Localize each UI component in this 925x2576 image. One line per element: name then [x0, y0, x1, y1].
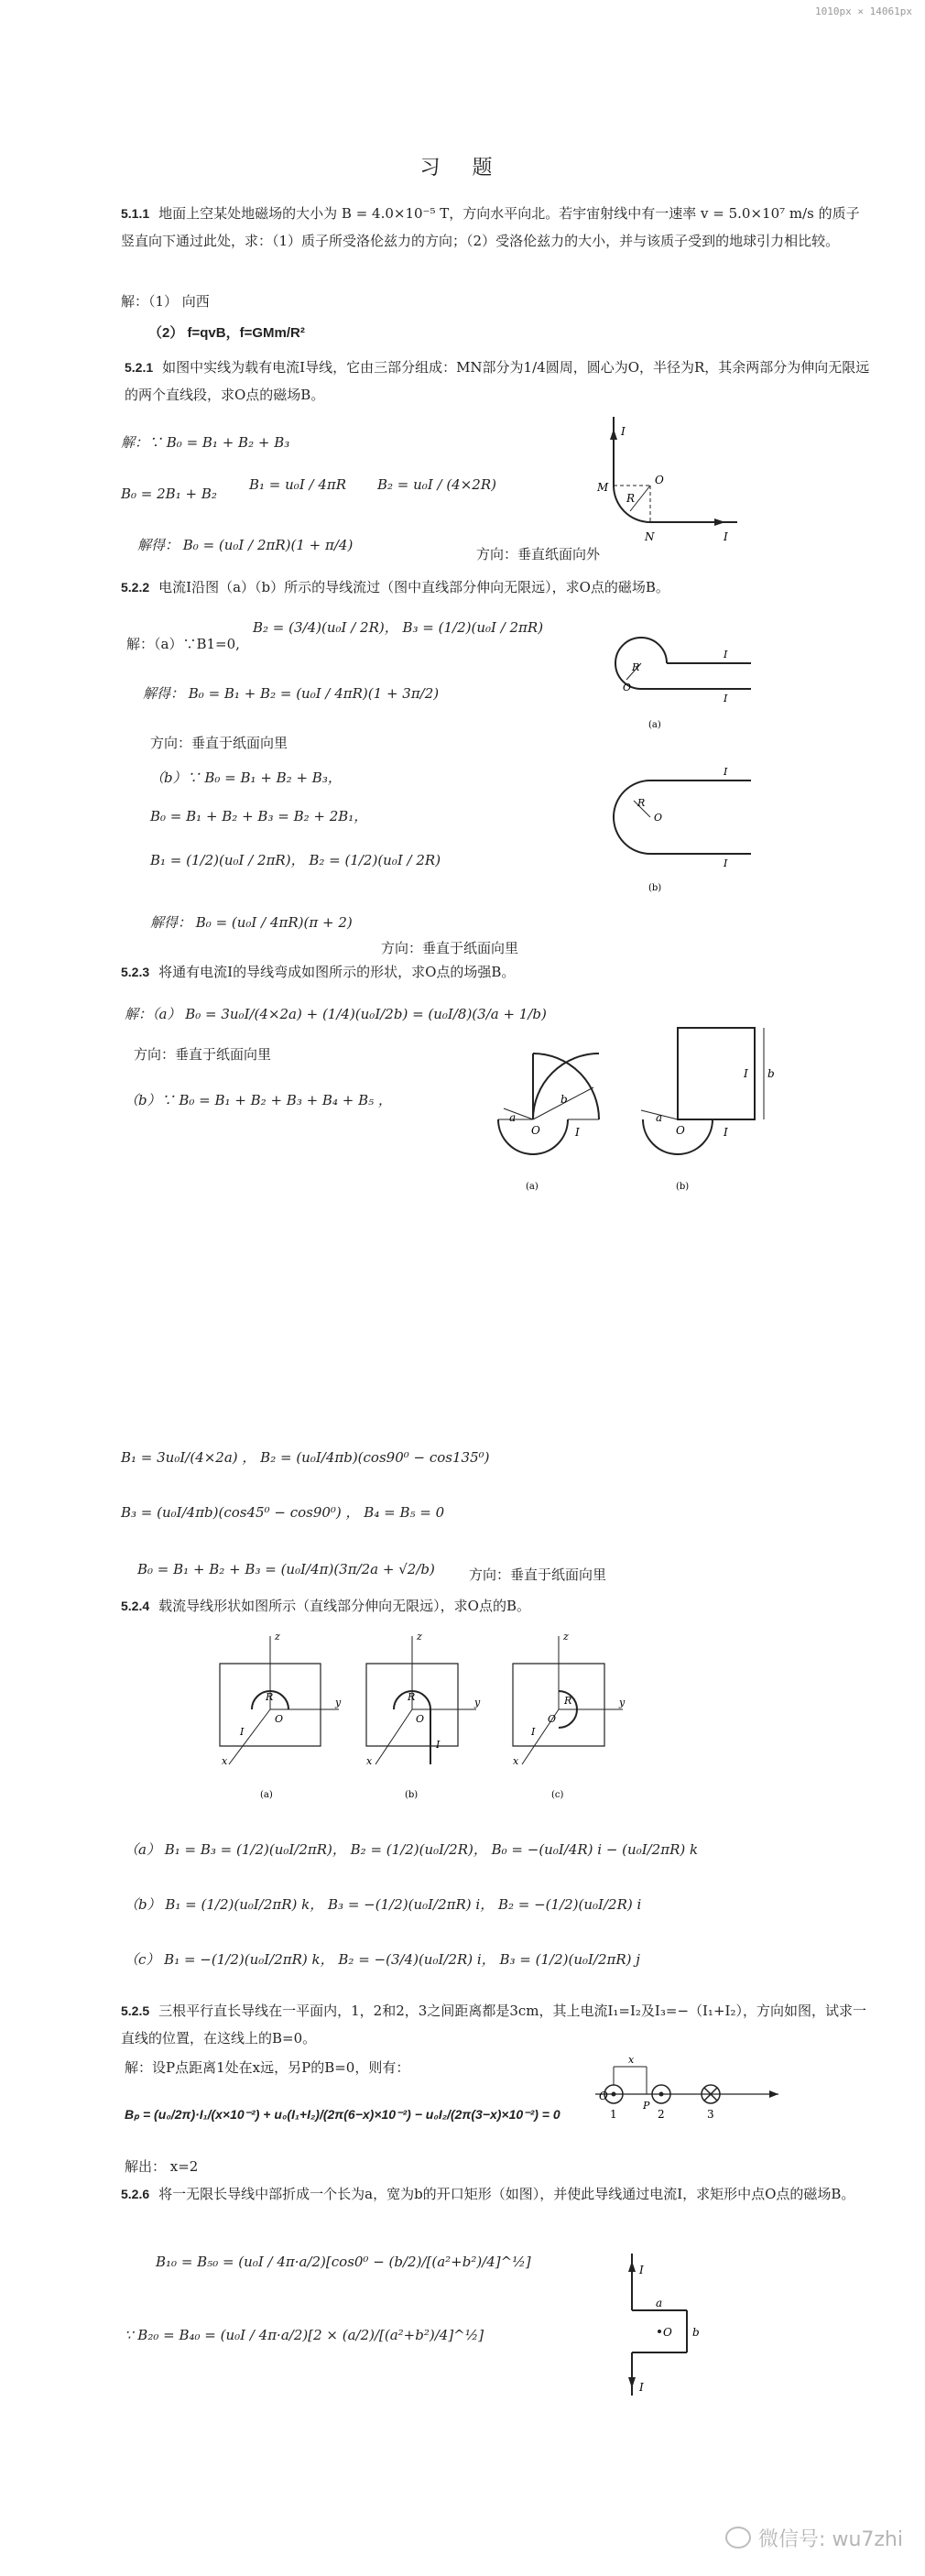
figure-label: I — [724, 693, 728, 704]
figure-5-2-4-c — [513, 1631, 626, 1800]
equation: B₁₀ = B₅₀ = (u₀I / 4π·a/2)[cos0⁰ − (b/2)/[(a²+b²)/4]^½] — [156, 2254, 531, 2270]
solution-line: 解：（a）∵B1=0, — [126, 636, 240, 652]
figure-label: x — [628, 2054, 635, 2066]
problem-text: 地面上空某处地磁场的大小为 B = 4.0×10⁻⁵ T，方向水平向北。若宇宙射线中有一速率 v = 5.0×10⁷ m/s 的质子竖直向下通过此处，求：（1）质子所受洛伦兹力的方向；（2）受洛伦兹力的大小，并与该质子受到的地球引力相比较。 — [121, 205, 860, 249]
figure-label: O — [655, 474, 664, 486]
figure-5-2-1 — [586, 403, 751, 550]
wechat-icon — [725, 2527, 751, 2549]
figure-label: O — [623, 682, 632, 693]
figure-5-2-6 — [604, 2244, 733, 2400]
direction-note: 方向：垂直于纸面向里 — [381, 940, 519, 956]
axis-label: z — [417, 1631, 422, 1643]
problem-number: 5.2.5 — [121, 2003, 150, 2018]
figure-label: 1 — [610, 2108, 617, 2121]
problem-5-2-2 — [121, 573, 872, 601]
figure-label: I — [621, 425, 626, 438]
figure-label: I — [436, 1739, 441, 1751]
problem-5-2-4 — [121, 1592, 872, 1620]
problem-5-2-1 — [125, 354, 876, 409]
figure-caption: (b) — [648, 883, 662, 893]
watermark-text: 微信号: wu7zhi — [758, 2528, 903, 2551]
problem-text: 将一无限长导线中部折成一个长为a，宽为b的开口矩形（如图），并使此导线通过电流I，求矩形中点O点的磁场B。 — [158, 2186, 855, 2202]
problem-text: 电流I沿图（a）（b）所示的导线流过（图中直线部分伸向无限远），求O点的磁场B。 — [158, 579, 669, 595]
direction-note: 方向：垂直于纸面向里 — [134, 1046, 272, 1063]
figure-label: I — [744, 1067, 748, 1080]
equation: B₂ = (3/4)(u₀I / 2R)， B₃ = (1/2)(u₀I / 2πR) — [253, 619, 544, 636]
figure-caption: (a) — [648, 720, 661, 730]
problem-text: 三根平行直长导线在一平面内，1，2和2，3之间距离都是3cm，其上电流I₁=I₂及I₃=−（I₁+I₂），方向如图，试求一直线的位置，在这线上的B=0。 — [121, 2003, 866, 2047]
problem-number: 5.2.6 — [121, 2187, 150, 2201]
figure-label: 2 — [658, 2108, 665, 2121]
figure-caption: (a) — [526, 1182, 539, 1192]
equation: B₀ = 2B₁ + B₂ — [121, 486, 217, 502]
figure-label: O — [654, 812, 663, 824]
figure-label: I — [240, 1726, 245, 1738]
equation: （b）∵ B₀ = B₁ + B₂ + B₃， — [150, 770, 342, 786]
figure-label: N — [645, 530, 655, 543]
equation: B₂ = u₀I / (4×2R) — [377, 476, 496, 493]
figure-label: O — [548, 1713, 557, 1725]
figure-label: b — [767, 1067, 775, 1080]
direction-note: 方向：垂直纸面向外 — [476, 546, 601, 562]
axis-label: y — [335, 1697, 342, 1708]
figure-label: O — [676, 1124, 685, 1137]
problem-number: 5.2.3 — [121, 965, 150, 979]
figure-caption: (a) — [260, 1790, 273, 1800]
problem-number: 5.2.4 — [121, 1599, 150, 1613]
figure-caption: (b) — [676, 1182, 690, 1192]
figure-caption: (c) — [551, 1790, 564, 1800]
figure-label: R — [408, 1691, 416, 1703]
watermark — [725, 2524, 903, 2552]
problem-text: 将通有电流I的导线弯成如图所示的形状，求O点的场强B。 — [158, 964, 516, 980]
figure-label: I — [724, 857, 728, 869]
axis-label: y — [474, 1697, 481, 1708]
figure-label: O — [663, 2326, 672, 2339]
equation: 解得： B₀ = (u₀I / 2πR)(1 + π/4) — [137, 537, 354, 553]
equation: B₀ = B₁ + B₂ + B₃ = B₂ + 2B₁， — [150, 808, 368, 824]
figure-5-2-4-a — [220, 1631, 342, 1800]
figure-label: I — [531, 1726, 536, 1738]
dimension-label: 1010px × 14061px — [815, 5, 912, 17]
figure-label: R — [626, 492, 636, 505]
axis-label: x — [366, 1755, 373, 1767]
figure-label: 3 — [707, 2108, 714, 2121]
figure-label: I — [724, 766, 728, 778]
figure-label: R — [637, 797, 646, 809]
equation: B₁ = u₀I / 4πR — [249, 476, 347, 493]
figure-label: O — [531, 1124, 540, 1137]
problem-number: 5.2.1 — [125, 360, 154, 375]
problem-5-2-5 — [121, 1997, 872, 2052]
solution-line: （2） f=qvB，f=GMm/R² — [148, 325, 305, 341]
equation: B₁ = 3u₀I/(4×2a) ， B₂ = (u₀I/4πb)(cos90⁰ − cos135⁰) — [121, 1449, 490, 1466]
equation: （b）∵ B₀ = B₁ + B₂ + B₃ + B₄ + B₅ ， — [125, 1092, 392, 1108]
equation: （b） B₁ = (1/2)(u₀I/2πR) k， B₃ = −(1/2)(u₀I/2πR) i， B₂ = −(1/2)(u₀I/2R) i — [125, 1896, 642, 1913]
figure-label: I — [724, 649, 728, 660]
figure-label: R — [564, 1695, 572, 1707]
solution-line: 解：（1） 向西 — [121, 293, 210, 310]
figure-label: O — [416, 1713, 425, 1725]
figure-5-2-5 — [577, 2048, 788, 2131]
axis-label: z — [563, 1631, 569, 1643]
axis-label: y — [619, 1697, 626, 1708]
equation: （a） B₁ = B₃ = (1/2)(u₀I/2πR)， B₂ = (1/2)(u₀I/2R)， B₀ = −(u₀I/4R) i − (u₀I/2πR) k — [125, 1841, 699, 1858]
figure-label: b — [692, 2326, 700, 2339]
figure-label: P — [643, 2100, 650, 2112]
problem-5-2-3 — [121, 958, 872, 986]
figure-label: I — [575, 1126, 580, 1139]
figure-label: b — [560, 1093, 568, 1106]
equation: 解：∵ B₀ = B₁ + B₂ + B₃ — [121, 434, 290, 451]
problem-text: 载流导线形状如图所示（直线部分伸向无限远），求O点的B。 — [158, 1598, 530, 1614]
figure-5-2-4-b — [366, 1631, 481, 1800]
solution-line: 解：设P点距离1处在x远，另P的B=0，则有： — [125, 2059, 410, 2076]
problem-number: 5.1.1 — [121, 206, 150, 221]
figure-label: O — [275, 1713, 284, 1725]
equation: B₀ = B₁ + B₂ + B₃ = (u₀I/4π)(3π/2a + √2/b) — [137, 1561, 435, 1577]
axis-label: x — [222, 1755, 228, 1767]
problem-number: 5.2.2 — [121, 580, 150, 595]
equation: B₁ = (1/2)(u₀I / 2πR)， B₂ = (1/2)(u₀I / 2R) — [150, 852, 441, 868]
figure-5-2-2 — [586, 625, 760, 900]
figure-label: I — [724, 1126, 728, 1139]
equation: ∵ B₂₀ = B₄₀ = (u₀I / 4π·a/2)[2 × (a/2)/[(a²+b²)/4]^½] — [125, 2327, 484, 2343]
figure-5-2-4 — [201, 1627, 641, 1810]
figure-label: M — [597, 481, 609, 494]
equation: 解得： B₀ = (u₀I / 4πR)(π + 2) — [150, 914, 353, 931]
equation: B₃ = (u₀I/4πb)(cos45⁰ − cos90⁰) ， B₄ = B₅ = 0 — [121, 1504, 445, 1521]
page-title: 习 题 — [419, 157, 506, 180]
figure-label: a — [509, 1111, 517, 1124]
figure-label: a — [656, 1111, 663, 1124]
figure-5-2-3 — [476, 1019, 778, 1202]
direction-note: 方向：垂直于纸面向里 — [150, 735, 288, 751]
figure-label: I — [639, 2381, 644, 2394]
figure-label: a — [656, 2297, 663, 2309]
solution-line: 解出： x=2 — [125, 2158, 199, 2175]
figure-label: I — [639, 2264, 644, 2276]
figure-label: R — [632, 661, 640, 673]
figure-label: I — [724, 530, 728, 543]
problem-5-2-6 — [121, 2180, 872, 2208]
axis-label: z — [275, 1631, 280, 1643]
figure-label: R — [266, 1691, 274, 1703]
figure-caption: (b) — [405, 1790, 419, 1800]
problem-5-1-1 — [121, 200, 872, 255]
equation: Bₚ = (u₀/2π)·I₁/(x×10⁻²) + u₀(I₁+I₂)/(2π(6−x)×10⁻²) − u₀I₂/(2π(3−x)×10⁻²) = 0 — [125, 2107, 560, 2122]
figure-label: O — [599, 2090, 608, 2102]
equation: 解：（a） B₀ = 3u₀I/(4×2a) + (1/4)(u₀I/2b) = (u₀I/8)(3/a + 1/b) — [125, 1006, 547, 1022]
direction-note: 方向：垂直于纸面向里 — [469, 1566, 607, 1583]
equation: （c） B₁ = −(1/2)(u₀I/2πR) k， B₂ = −(3/4)(u₀I/2R) i， B₃ = (1/2)(u₀I/2πR) j — [125, 1951, 640, 1968]
problem-text: 如图中实线为载有电流I导线，它由三部分组成：MN部分为1/4圆周，圆心为O，半径为R，其余两部分为伸向无限远的两个直线段，求O点的磁场B。 — [125, 359, 870, 403]
axis-label: x — [513, 1755, 519, 1767]
equation: 解得： B₀ = B₁ + B₂ = (u₀I / 4πR)(1 + 3π/2) — [143, 685, 440, 702]
